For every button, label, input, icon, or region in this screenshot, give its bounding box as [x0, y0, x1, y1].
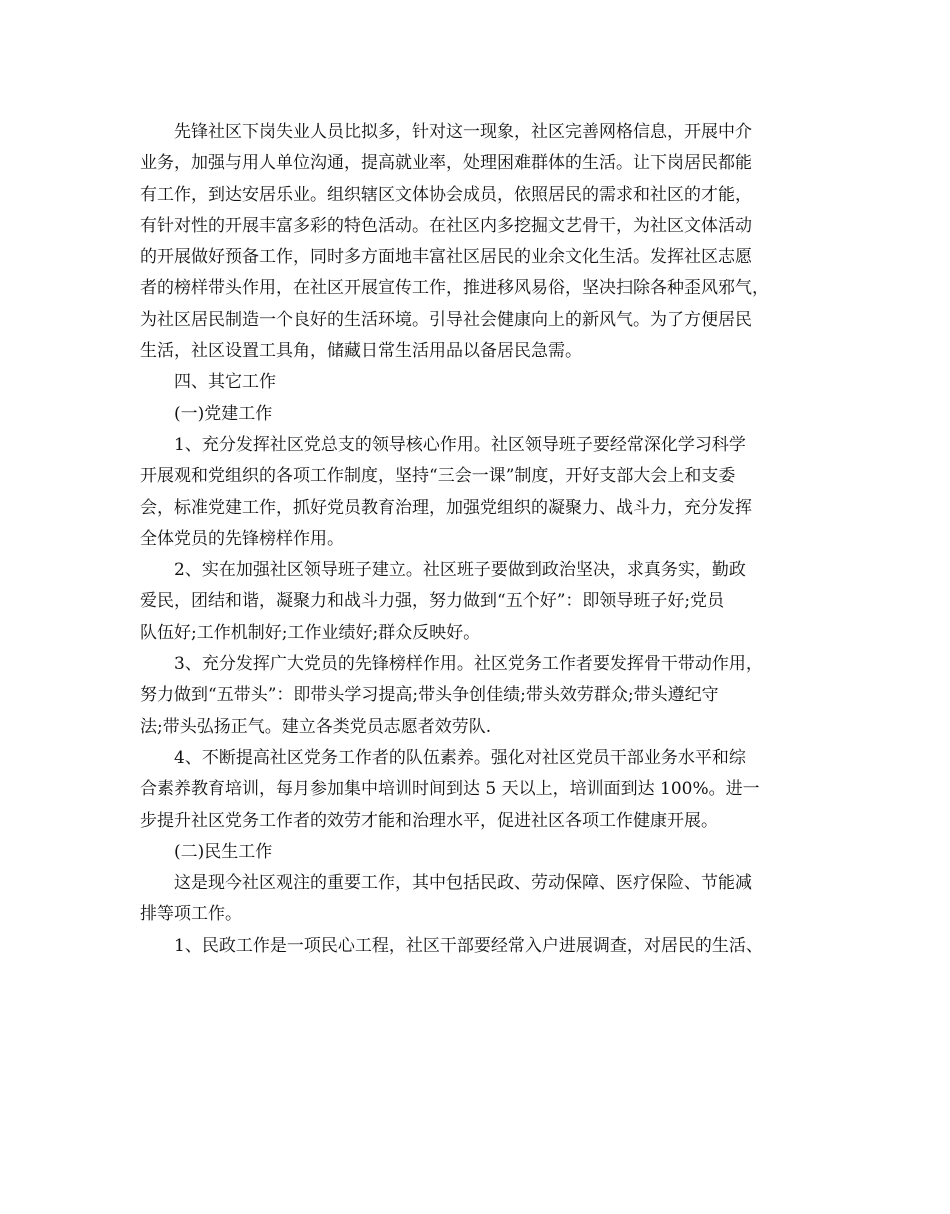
subsection-heading: (二)民生工作: [174, 841, 273, 862]
text-line: 全体党员的先锋榜样作用。: [140, 528, 344, 549]
text-line: 者的榜样带头作用，在社区开展宣传工作，推进移风易俗，坚决扫除各种歪风邪气，: [140, 278, 769, 299]
text-line: 法;带头弘扬正气。建立各类党员志愿者效劳队.: [140, 716, 492, 737]
section-heading: 四、其它工作: [174, 372, 276, 393]
text-line: 努力做到“五带头”：即带头学习提高;带头争创佳绩;带头效劳群众;带头遵纪守: [140, 685, 719, 706]
text-line: 有针对性的开展丰富多彩的特色活动。在社区内多挖掘文艺骨干，为社区文体活动: [140, 215, 752, 236]
text-line: 步提升社区党务工作者的效劳才能和治理水平，促进社区各项工作健康开展。: [140, 810, 718, 831]
text-line: 为社区居民制造一个良好的生活环境。引导社会健康向上的新风气。为了方便居民: [140, 309, 752, 330]
text-line: 这是现今社区观注的重要工作，其中包括民政、劳动保障、医疗保险、节能减: [174, 873, 752, 894]
document-body: [140, 117, 830, 962]
subsection-heading: (一)党建工作: [174, 403, 273, 424]
text-line: 会，标准党建工作，抓好党员教育治理，加强党组织的凝聚力、战斗力，充分发挥: [140, 497, 752, 518]
text-line: 队伍好;工作机制好;工作业绩好;群众反映好。: [140, 622, 481, 643]
text-line: 4、不断提高社区党务工作者的队伍素养。强化对社区党员干部业务水平和综: [174, 747, 746, 768]
text-line: 2、实在加强社区领导班子建立。社区班子要做到政治坚决，求真务实，勤政: [174, 560, 746, 581]
text-line: 开展观和党组织的各项工作制度，坚持“三会一课”制度，开好支部大会上和支委: [140, 466, 736, 487]
text-line: 排等项工作。: [140, 904, 242, 925]
text-line: 先锋社区下岗失业人员比拟多，针对这一现象，社区完善网格信息，开展中介: [174, 122, 752, 142]
text-line: 的开展做好预备工作，同时多方面地丰富社区居民的业余文化生活。发挥社区志愿: [140, 247, 752, 268]
text-line: 生活，社区设置工具角，储藏日常生活用品以备居民急需。: [140, 341, 582, 362]
text-line: 爱民，团结和谐，凝聚力和战斗力强，努力做到“五个好”：即领导班子好;党员: [140, 591, 725, 612]
text-line: 合素养教育培训，每月参加集中培训时间到达 5 天以上，培训面到达 100%。进一: [140, 779, 760, 800]
text-line: 业务，加强与用人单位沟通，提高就业率，处理困难群体的生活。让下岗居民都能: [140, 153, 752, 174]
text-line: 1、充分发挥社区党总支的领导核心作用。社区领导班子要经常深化学习科学: [174, 434, 746, 455]
text-line: 有工作，到达安居乐业。组织辖区文体协会成员，依照居民的需求和社区的才能，: [140, 184, 752, 205]
text-line: 1、民政工作是一项民心工程，社区干部要经常入户进展调查，对居民的生活、: [174, 935, 763, 956]
text-line: 3、充分发挥广大党员的先锋榜样作用。社区党务工作者要发挥骨干带动作用，: [174, 654, 763, 675]
